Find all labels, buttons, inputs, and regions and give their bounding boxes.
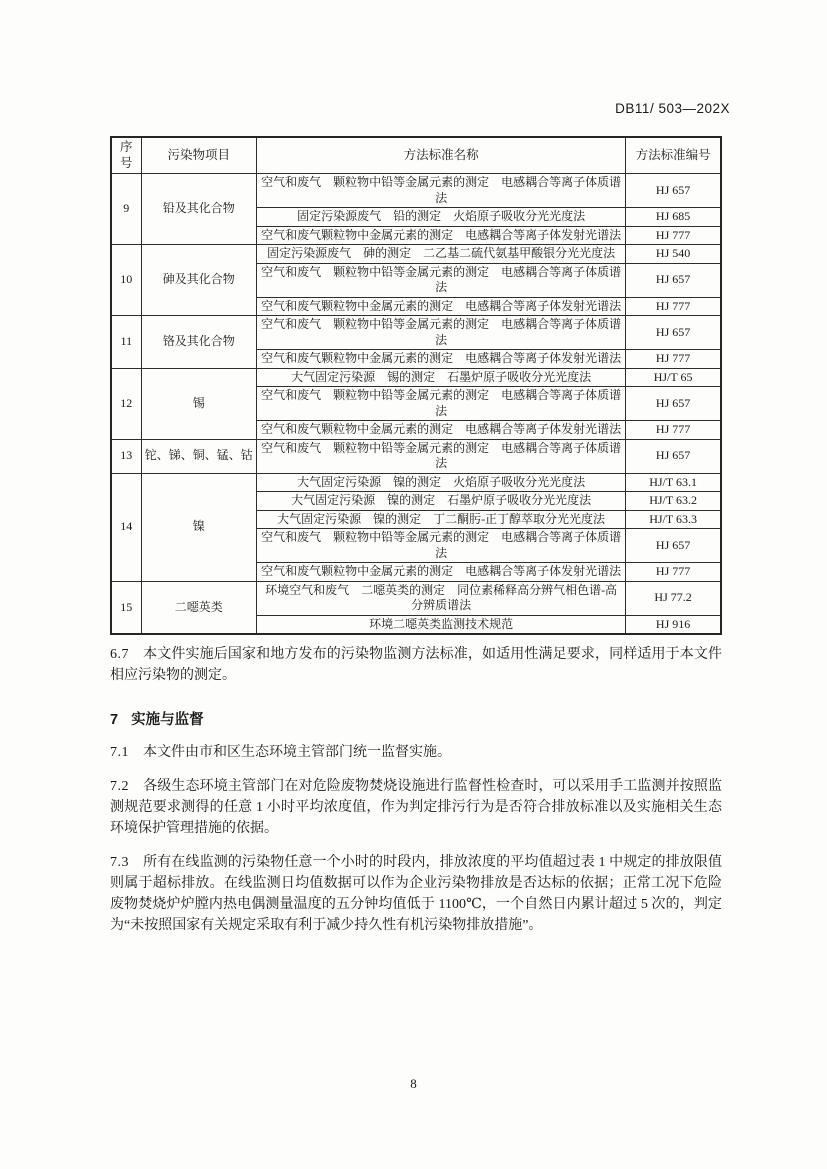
method-name-cell: 固定污染源废气 砷的测定 二乙基二硫代氨基甲酸银分光光度法 xyxy=(256,245,625,264)
table-row xyxy=(111,581,721,615)
page-number: 8 xyxy=(410,1076,417,1091)
method-name-cell: 空气和废气 颗粒物中铅等金属元素的测定 电感耦合等离子体质谱法 xyxy=(256,263,625,297)
method-code-cell: HJ 777 xyxy=(626,350,721,369)
column-header-method-name: 方法标准名称 xyxy=(256,137,625,174)
method-code-cell: HJ 657 xyxy=(626,387,721,421)
method-name-cell: 空气和废气颗粒物中金属元素的测定 电感耦合等离子体发射光谱法 xyxy=(256,421,625,440)
method-name-cell: 空气和废气 颗粒物中铅等金属元素的测定 电感耦合等离子体质谱法 xyxy=(256,387,625,421)
method-name-cell: 大气固定污染源 镍的测定 丁二酮肟-正丁醇萃取分光光度法 xyxy=(256,510,625,529)
table-row xyxy=(111,174,721,208)
method-code-cell: HJ 777 xyxy=(626,421,721,440)
table-row xyxy=(111,368,721,387)
method-name-cell: 环境空气和废气 二噁英类的测定 同位素稀释高分辨气相色谱-高分辨质谱法 xyxy=(256,581,625,615)
paragraph-text: 各级生态环境主管部门在对危险废物焚烧设施进行监督性检查时，可以采用手工监测并按照监测规范要求测得的任意 1 小时平均浓度值，作为判定排污行为是否符合排放标准以及实施相关生态环境保护管理措施的依据。 xyxy=(110,779,722,836)
paragraph-label: 7.1 xyxy=(110,745,129,760)
method-name-cell: 大气固定污染源 镍的测定 火焰原子吸收分光光度法 xyxy=(256,473,625,492)
pollutant-cell: 铊、锑、铜、锰、钴 xyxy=(141,439,256,473)
pollutant-cell: 镍 xyxy=(141,473,256,581)
method-code-cell: HJ 657 xyxy=(626,439,721,473)
section-7-heading xyxy=(110,708,722,729)
method-name-cell: 大气固定污染源 锡的测定 石墨炉原子吸收分光光度法 xyxy=(256,368,625,387)
method-name-cell: 空气和废气 颗粒物中铅等金属元素的测定 电感耦合等离子体质谱法 xyxy=(256,174,625,208)
method-code-cell: HJ 685 xyxy=(626,208,721,227)
pollutant-cell: 二噁英类 xyxy=(141,581,256,634)
serial-number-cell: 14 xyxy=(111,473,141,581)
paragraph-label: 6.7 xyxy=(110,647,129,662)
table-row xyxy=(111,245,721,264)
table-header-row xyxy=(111,137,721,174)
paragraph-text: 所有在线监测的污染物任意一个小时的时段内，排放浓度的平均值超过表 1 中规定的排放限值则属于超标排放。在线监测日均值数据可以作为企业污染物排放是否达标的依据；正常工况下危险废物焚烧炉炉膛内热电偶测量温度的五分钟均值低于 1100℃，一个自然日内累计超过 5 次的，判定为“未按照国家有关规定采取有利于减少持久性有机污染物排放措施”。 xyxy=(110,855,722,933)
method-code-cell: HJ 777 xyxy=(626,297,721,316)
method-code-cell: HJ 657 xyxy=(626,529,721,563)
method-name-cell: 空气和废气颗粒物中金属元素的测定 电感耦合等离子体发射光谱法 xyxy=(256,350,625,369)
method-code-cell: HJ 777 xyxy=(626,563,721,582)
paragraph-label: 7.3 xyxy=(110,855,129,870)
page-content xyxy=(110,136,722,936)
methods-table-body xyxy=(111,174,721,635)
section-number: 7 xyxy=(110,712,119,728)
paragraph-7-1 xyxy=(110,742,722,763)
method-code-cell: HJ/T 63.3 xyxy=(626,510,721,529)
method-name-cell: 空气和废气颗粒物中金属元素的测定 电感耦合等离子体发射光谱法 xyxy=(256,226,625,245)
table-row xyxy=(111,439,721,473)
serial-number-cell: 11 xyxy=(111,316,141,369)
method-code-cell: HJ/T 63.1 xyxy=(626,473,721,492)
pollutant-cell: 砷及其化合物 xyxy=(141,245,256,316)
method-name-cell: 空气和废气 颗粒物中铅等金属元素的测定 电感耦合等离子体质谱法 xyxy=(256,439,625,473)
method-name-cell: 大气固定污染源 镍的测定 石墨炉原子吸收分光光度法 xyxy=(256,492,625,511)
method-name-cell: 环境二噁英类监测技术规范 xyxy=(256,615,625,634)
method-code-cell: HJ 916 xyxy=(626,615,721,634)
pollutant-cell: 铬及其化合物 xyxy=(141,316,256,369)
method-code-cell: HJ 657 xyxy=(626,174,721,208)
method-code-cell: HJ/T 63.2 xyxy=(626,492,721,511)
paragraph-7-3 xyxy=(110,852,722,936)
serial-number-cell: 15 xyxy=(111,581,141,634)
method-code-cell: HJ 77.2 xyxy=(626,581,721,615)
column-header-serial: 序号 xyxy=(111,137,141,174)
serial-number-cell: 10 xyxy=(111,245,141,316)
serial-number-cell: 13 xyxy=(111,439,141,473)
method-name-cell: 空气和废气 颗粒物中铅等金属元素的测定 电感耦合等离子体质谱法 xyxy=(256,529,625,563)
document-code: DB11/ 503—202X xyxy=(615,101,730,116)
serial-number-cell: 12 xyxy=(111,368,141,439)
pollutant-cell: 锡 xyxy=(141,368,256,439)
monitoring-methods-table xyxy=(110,136,722,635)
paragraph-text: 本文件实施后国家和地方发布的污染物监测方法标准，如适用性满足要求，同样适用于本文件相应污染物的测定。 xyxy=(110,647,722,683)
section-title: 实施与监督 xyxy=(131,712,204,728)
method-name-cell: 空气和废气 颗粒物中铅等金属元素的测定 电感耦合等离子体质谱法 xyxy=(256,316,625,350)
column-header-pollutant: 污染物项目 xyxy=(141,137,256,174)
method-name-cell: 空气和废气颗粒物中金属元素的测定 电感耦合等离子体发射光谱法 xyxy=(256,563,625,582)
method-name-cell: 空气和废气颗粒物中金属元素的测定 电感耦合等离子体发射光谱法 xyxy=(256,297,625,316)
paragraph-label: 7.2 xyxy=(110,779,129,794)
table-row xyxy=(111,473,721,492)
method-code-cell: HJ 540 xyxy=(626,245,721,264)
method-name-cell: 固定污染源废气 铅的测定 火焰原子吸收分光光度法 xyxy=(256,208,625,227)
serial-number-cell: 9 xyxy=(111,174,141,245)
paragraph-text: 本文件由市和区生态环境主管部门统一监督实施。 xyxy=(143,745,451,760)
table-row xyxy=(111,316,721,350)
paragraph-6-7 xyxy=(110,644,722,686)
column-header-method-code: 方法标准编号 xyxy=(626,137,721,174)
method-code-cell: HJ 657 xyxy=(626,316,721,350)
method-code-cell: HJ/T 65 xyxy=(626,368,721,387)
method-code-cell: HJ 657 xyxy=(626,263,721,297)
paragraph-7-2 xyxy=(110,776,722,839)
pollutant-cell: 铅及其化合物 xyxy=(141,174,256,245)
body-text xyxy=(110,644,722,936)
method-code-cell: HJ 777 xyxy=(626,226,721,245)
